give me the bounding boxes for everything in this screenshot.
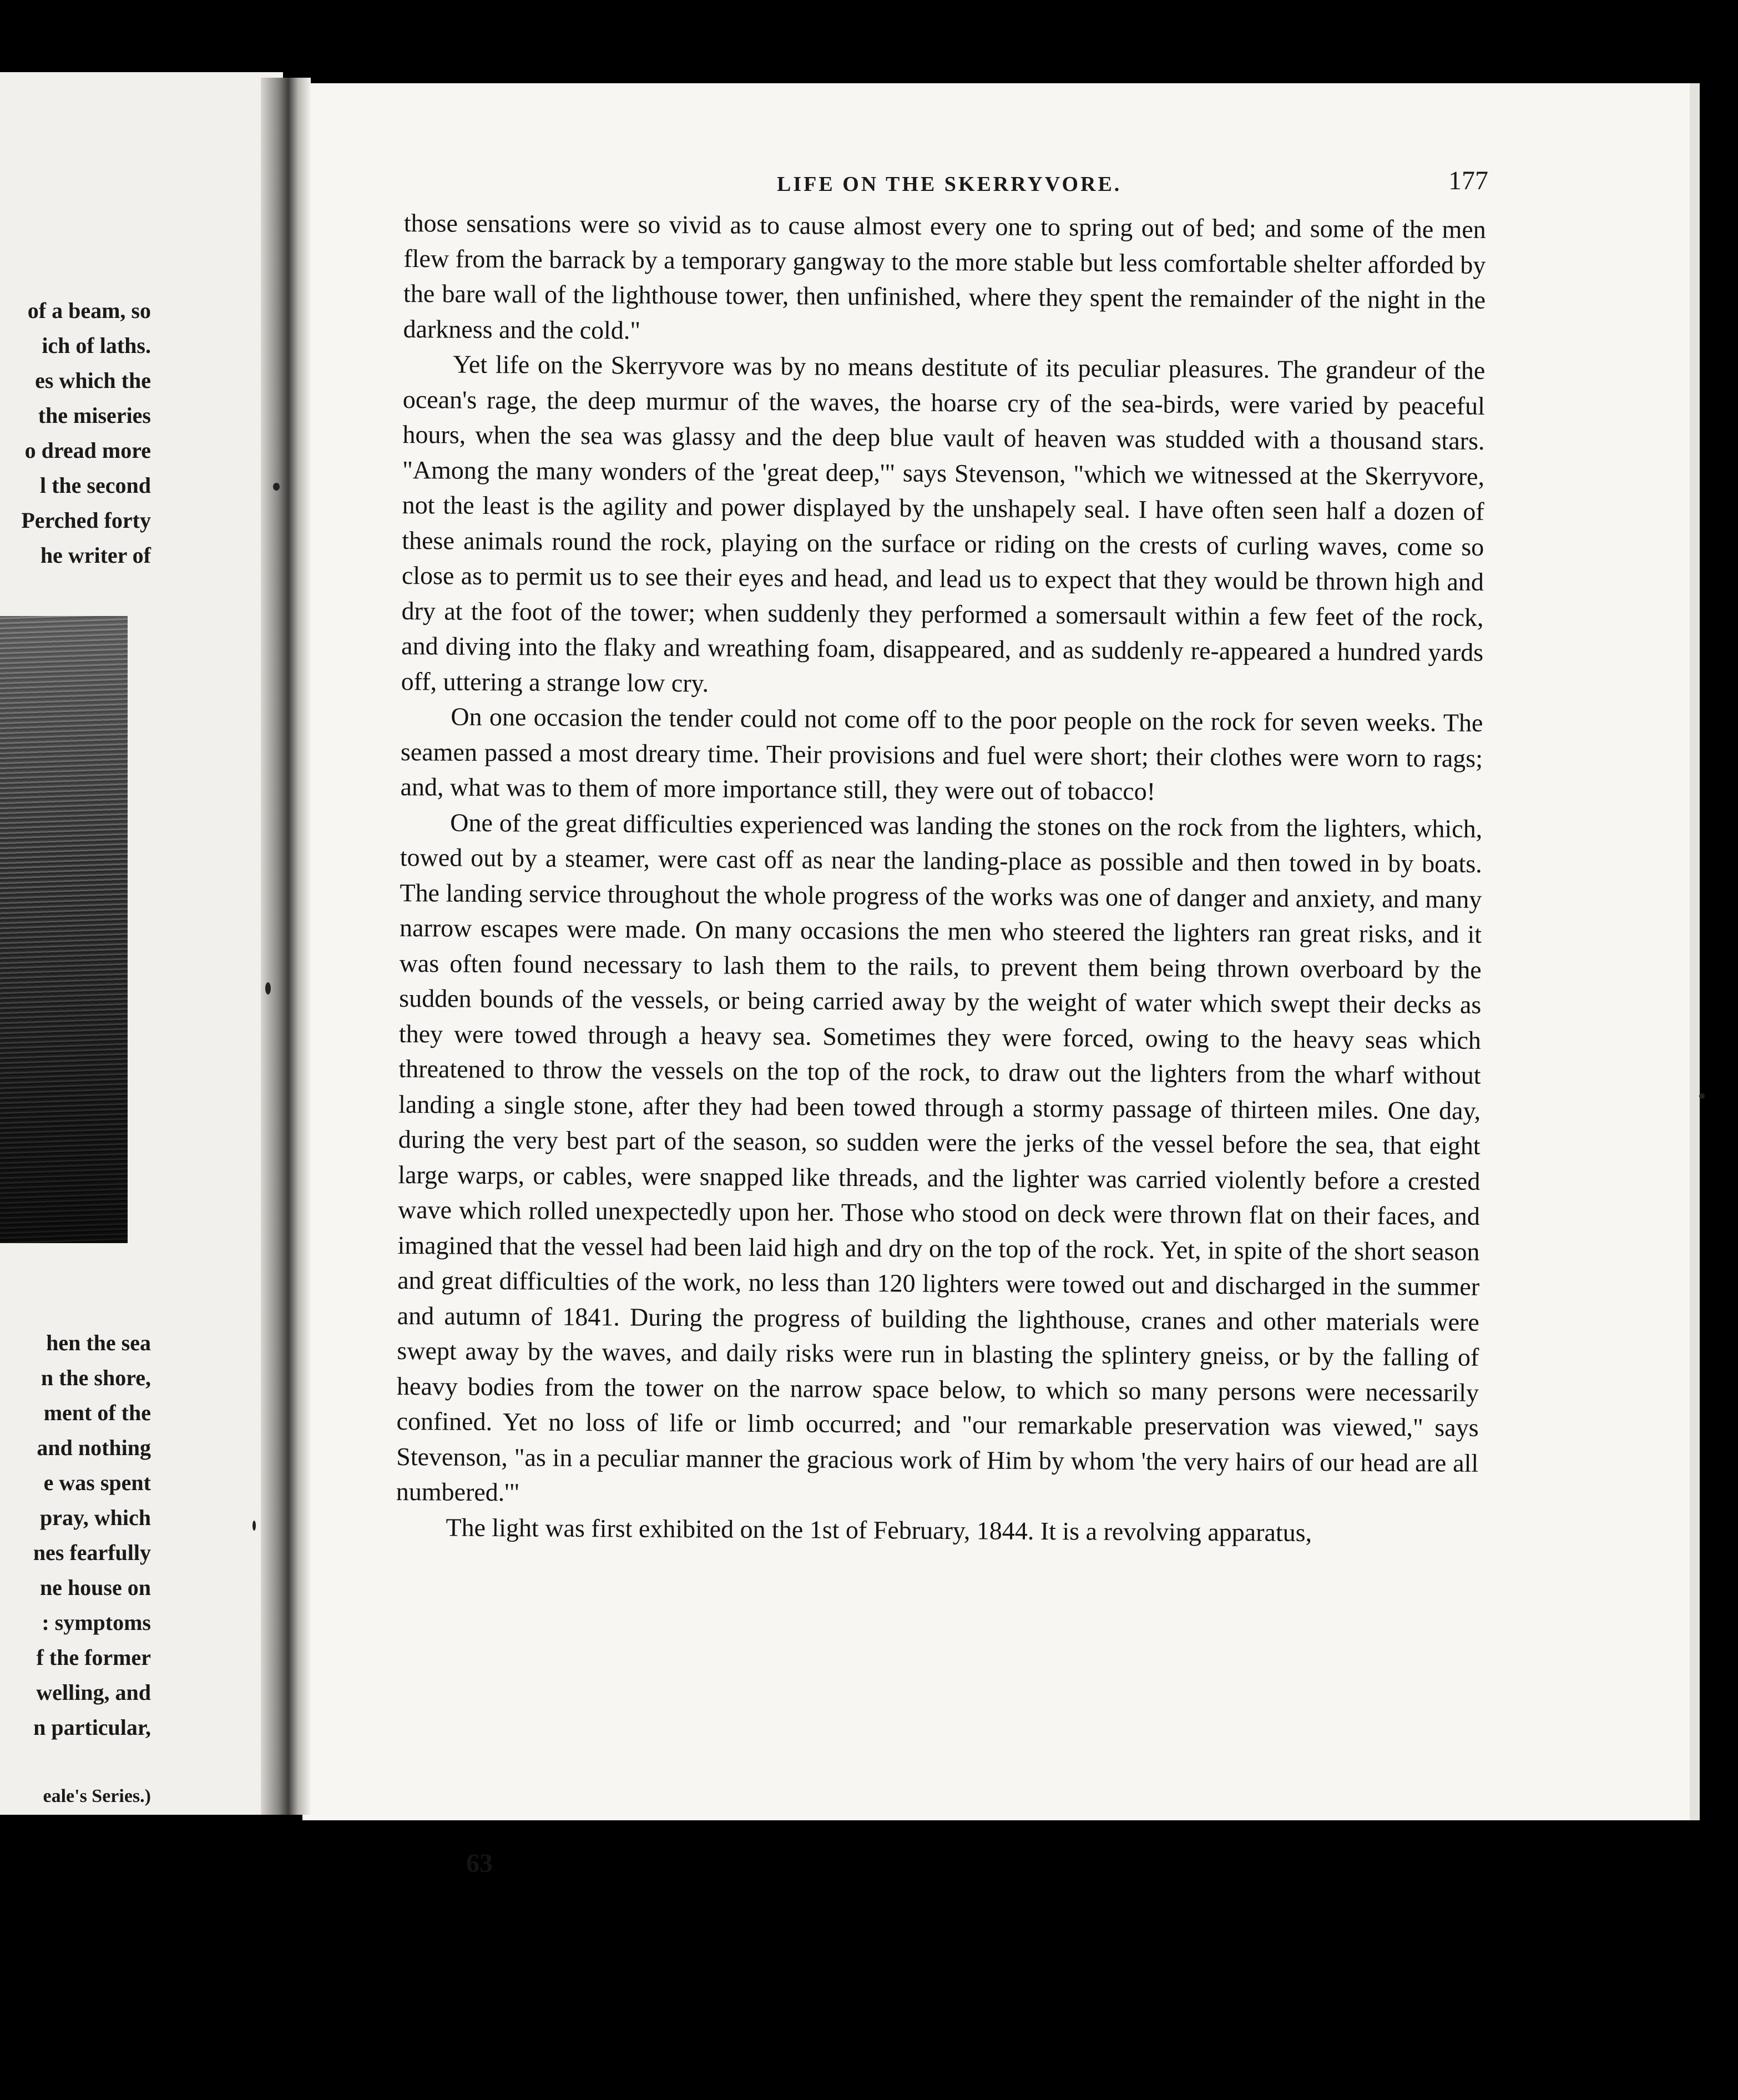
left-text-fragment: e was spent xyxy=(43,1470,151,1495)
left-text-fragment: nes fearfully xyxy=(33,1540,151,1565)
page-speck xyxy=(273,483,280,491)
left-text-fragment: n particular, xyxy=(33,1715,151,1740)
book-gutter xyxy=(261,78,311,1815)
left-text-fragment: l the second xyxy=(40,473,151,498)
left-text-fragment: o dread more xyxy=(24,438,151,463)
left-text-fragment: ment of the xyxy=(43,1400,151,1425)
engraving-illustration xyxy=(0,616,128,1243)
left-text-fragment: ne house on xyxy=(39,1575,151,1600)
paragraph: Yet life on the Skerryvore was by no means destitute of its peculiar pleasures. The grandeur of the ocean's rage, the deep murmur of the waves, the hoarse cry of the sea-birds, were varied by peaceful hours, when the sea was glassy and the deep blue vault of heaven was studded with a thousand stars. "Among the many wonders of the 'great deep,'" says Stevenson, "which we witnessed at the Skerryvore, not the least is the agility and power displayed by the unshapely seal. I have often seen half a dozen of these animals round the rock, playing on the surface or riding on the crests of curling waves, come so close as to permit us to see their eyes and head, and lead us to expect that they would be thrown high and dry at the foot of the tower; when suddenly they performed a somersault within a few feet of the rock, and diving into the flaky and wreathing foam, disappeared, and as suddenly re-appeared a hundred yards off, uttering a strange low cry. xyxy=(401,350,1486,697)
left-text-fragment: and nothing xyxy=(37,1435,151,1460)
page-speck xyxy=(252,1521,256,1531)
left-text-fragment: welling, and xyxy=(36,1680,151,1705)
left-text-fragment: Perched forty xyxy=(21,508,151,533)
paragraph: The light was first exhibited on the 1st of February, 1844. It is a revolving apparatus, xyxy=(446,1513,1312,1547)
left-text-fragment: f the former xyxy=(36,1645,151,1670)
page-number: 177 xyxy=(1448,166,1488,195)
paragraph: One of the great difficulties experienced was landing the stones on the rock from the lighters, which, towed out by a steamer, were cast off as near the landing-place as possible and then towed in by boats. The landing service throughout the whole progress of the works was one of danger and anxiety, and many narrow escapes were made. On many occasions the men who steered the lighters ran great risks, and it was often found necessary to lash them to the rails, to prevent them being thrown overboard by the sudden bounds of the vessels, or being carried away by the weight of water which swept their decks as they were towed through a heavy sea. Sometimes they were forced, owing to the heavy seas which threatened to throw the vessels on the top of the rock, to draw out the lighters from the wharf without landing a single stone, after they had been towed through a stormy passage of thirteen miles. One day, during the very best part of the season, so sudden were the jerks of the vessel before the sea, that eight large warps, or cables, were snapped like threads, and the lighter was carried violently before a crested wave which rolled unexpectedly upon her. Those who stood on deck were thrown flat on their faces, and imagined that the vessel had been laid high and dry on the top of the rock. Yet, in spite of the short season and great difficulties of the work, no less than 120 lighters were towed out and discharged in the summer and autumn of 1841. During the progress of building the lighthouse, cranes and other materials were swept away by the waves, and daily risks were run in blasting the splintery gneiss, or by the falling of heavy bodies from the tower on the narrow space below, to which so many persons were necessarily confined. Yet no loss of life or limb occurred; and "our remarkable preservation was viewed," says Stevenson, "as in a peculiar manner the gracious work of Him by whom 'the very hairs of our head are all numbered.'" xyxy=(396,808,1483,1507)
paragraph: those sensations were so vivid as to cause almost every one to spring out of bed; and some of the men flew from the barrack by a temporary gangway to the more stable but less comfortable shelter afforded by the bare wall of the lighthouse tower, then unfinished, where they spent the remainder of the night in the darkness and the cold." xyxy=(403,208,1486,345)
left-text-fragment: of a beam, so xyxy=(27,298,151,323)
left-text-fragment: eale's Series.) xyxy=(43,1786,151,1806)
left-text-fragment: : symptoms xyxy=(42,1610,151,1635)
page-speck xyxy=(1699,1093,1705,1099)
left-text-fragment: hen the sea xyxy=(46,1330,151,1355)
page-speck xyxy=(265,982,271,995)
left-text-fragment: pray, which xyxy=(39,1505,151,1530)
left-text-fragment: the miseries xyxy=(38,403,151,428)
body-text xyxy=(396,205,1486,1551)
signature-mark: 63 xyxy=(466,1849,493,1878)
left-page xyxy=(0,72,283,1815)
left-text-fragment: es which the xyxy=(35,368,151,393)
left-text-fragment: he writer of xyxy=(40,543,151,568)
running-head: LIFE ON THE SKERRYVORE. xyxy=(777,173,1122,196)
left-text-fragment: n the shore, xyxy=(41,1365,151,1390)
left-text-fragment: ich of laths. xyxy=(42,333,151,358)
paragraph: On one occasion the tender could not come off to the poor people on the rock for seven weeks. The seamen passed a most dreary time. Their provisions and fuel were short; their clothes were worn to rags; and, what was to them of more importance still, they were out of tobacco! xyxy=(400,702,1483,806)
